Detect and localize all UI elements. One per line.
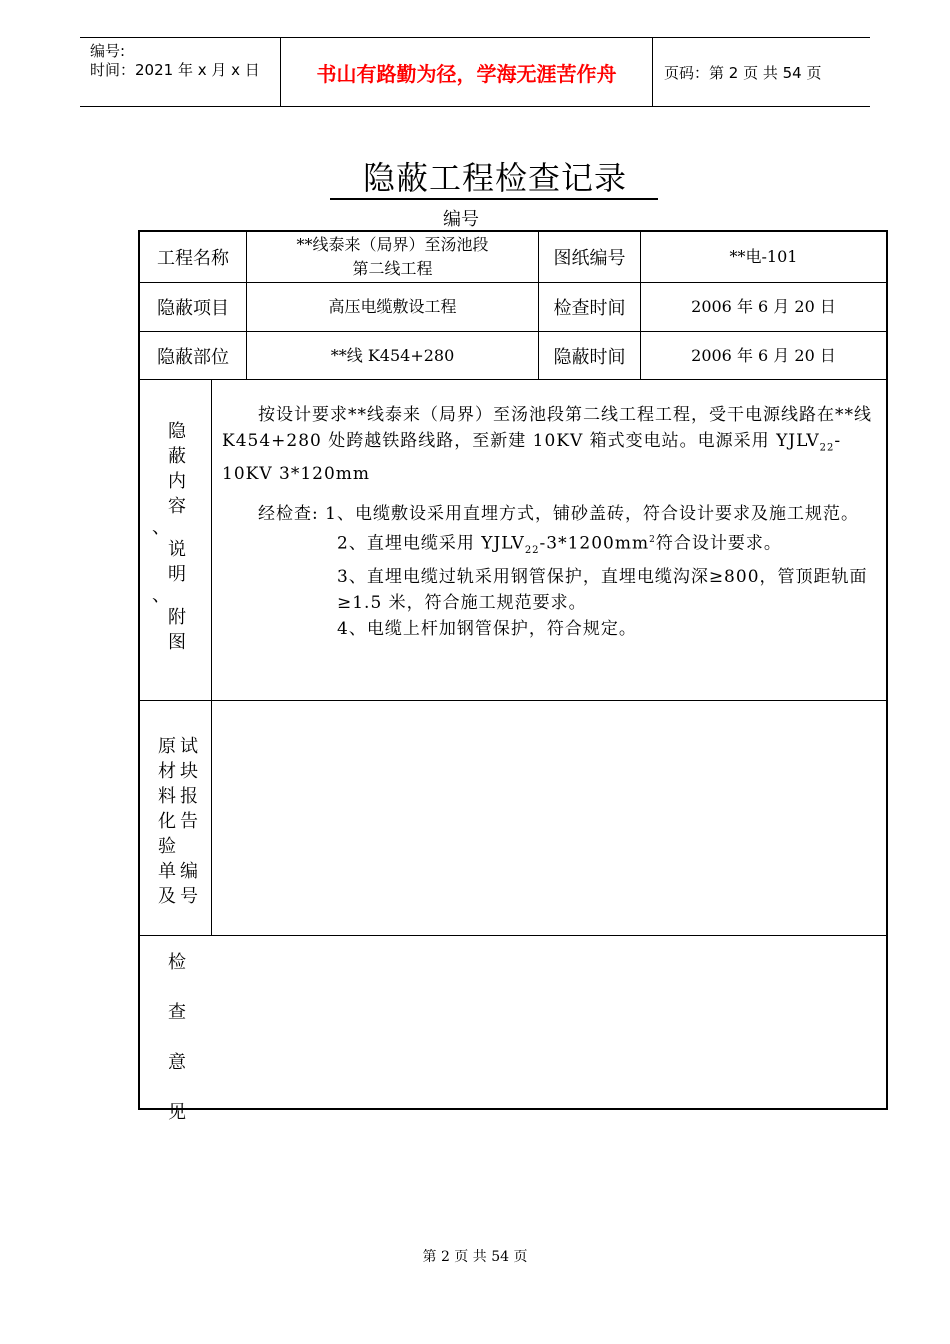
number-label: 编号:: [90, 42, 126, 60]
header-motto-cell: [281, 38, 653, 106]
motto-text: 书山有路勤为径，学海无涯苦作舟: [316, 61, 617, 86]
time-label: 时间：2021 年 x 月 x 日: [90, 61, 260, 79]
concealed-time-label: 隐蔽时间: [553, 346, 626, 368]
content-label-char: 内: [168, 471, 186, 492]
project-name-value: [247, 232, 538, 282]
concealed-time-value: 2006 年 6 月 20 日: [691, 345, 836, 365]
project-name-line1: **线泰来（局界）至汤池段: [296, 235, 489, 254]
content-label-char: 隐: [168, 421, 186, 442]
content-label-char: 附: [168, 607, 186, 628]
content-paragraph-2: 经检查: 1、电缆敷设采用直埋方式，铺砂盖砖，符合设计要求及施工规范。: [258, 504, 859, 525]
inspection-time-value: 2006 年 6 月 20 日: [691, 297, 836, 316]
project-name-line2: 第二线工程: [352, 259, 433, 278]
page-footer: 第 2 页 共 54 页: [422, 1249, 528, 1265]
content-label-char: 容: [168, 496, 186, 517]
row-divider: [140, 700, 886, 701]
content-label-char: 蔽: [168, 446, 186, 467]
inspection-table: [138, 230, 888, 1123]
title-underline: [330, 198, 658, 200]
drawing-number-value: **电-101: [729, 247, 798, 266]
number-field-label: 编号: [443, 209, 479, 230]
content-paragraph-3: 2、直埋电缆采用 $YJLV_{22}-3*1200mm^2$符合设计要求。: [337, 534, 782, 557]
content-label-char: 说: [168, 539, 186, 560]
page-header: [80, 37, 870, 107]
document-title: 隐蔽工程检查记录: [362, 159, 627, 197]
concealed-location-value: **线 K454+280: [330, 345, 455, 365]
row-divider: [140, 935, 886, 936]
drawing-number-label: 图纸编号: [553, 248, 626, 269]
content-label-char: 、: [152, 517, 170, 538]
inspection-time-label: 检查时间: [553, 298, 626, 319]
header-left-cell: [80, 38, 281, 106]
content-label-char: 、: [152, 585, 170, 606]
row-divider: [140, 379, 886, 380]
header-page-cell: [664, 38, 870, 106]
concealed-item-value: 高压电缆敷设工程: [328, 297, 457, 316]
content-label-char: 图: [168, 632, 186, 653]
page-label: 页码：第 2 页 共 54 页: [664, 63, 822, 82]
col-divider: [211, 701, 212, 936]
content-body: [222, 402, 882, 642]
content-label-char: 明: [168, 564, 186, 585]
content-section-label: [152, 419, 192, 655]
concealed-item-label: 隐蔽项目: [157, 298, 229, 319]
col-divider: [211, 380, 212, 700]
material-label-col1: 原 材 料 化 验 单 及: [158, 736, 176, 907]
concealed-location-label: 隐蔽部位: [157, 346, 229, 368]
content-paragraph-4: 3、直埋电缆过轨采用钢管保护，直埋电缆沟深≥800，管顶距轨面≥1.5 米，符合施工规范要求。: [337, 567, 868, 614]
inspection-opinion-label: 检 查 意 见: [168, 952, 186, 1123]
content-paragraph-5: 4、电缆上杆加钢管保护，符合规定。: [337, 619, 637, 640]
project-name-label: 工程名称: [157, 248, 229, 269]
content-paragraph-1: 按设计要求**线泰来（局界）至汤池段第二线工程工程，受干电源线路在**线 K454+280 处跨越铁路线路，至新建 10KV 箱式变电站。电源采用 $YJLV_{22}-10KV$ 3*120mm: [222, 405, 872, 485]
material-label-col2: 试 块 报 告 编 号: [180, 736, 198, 907]
